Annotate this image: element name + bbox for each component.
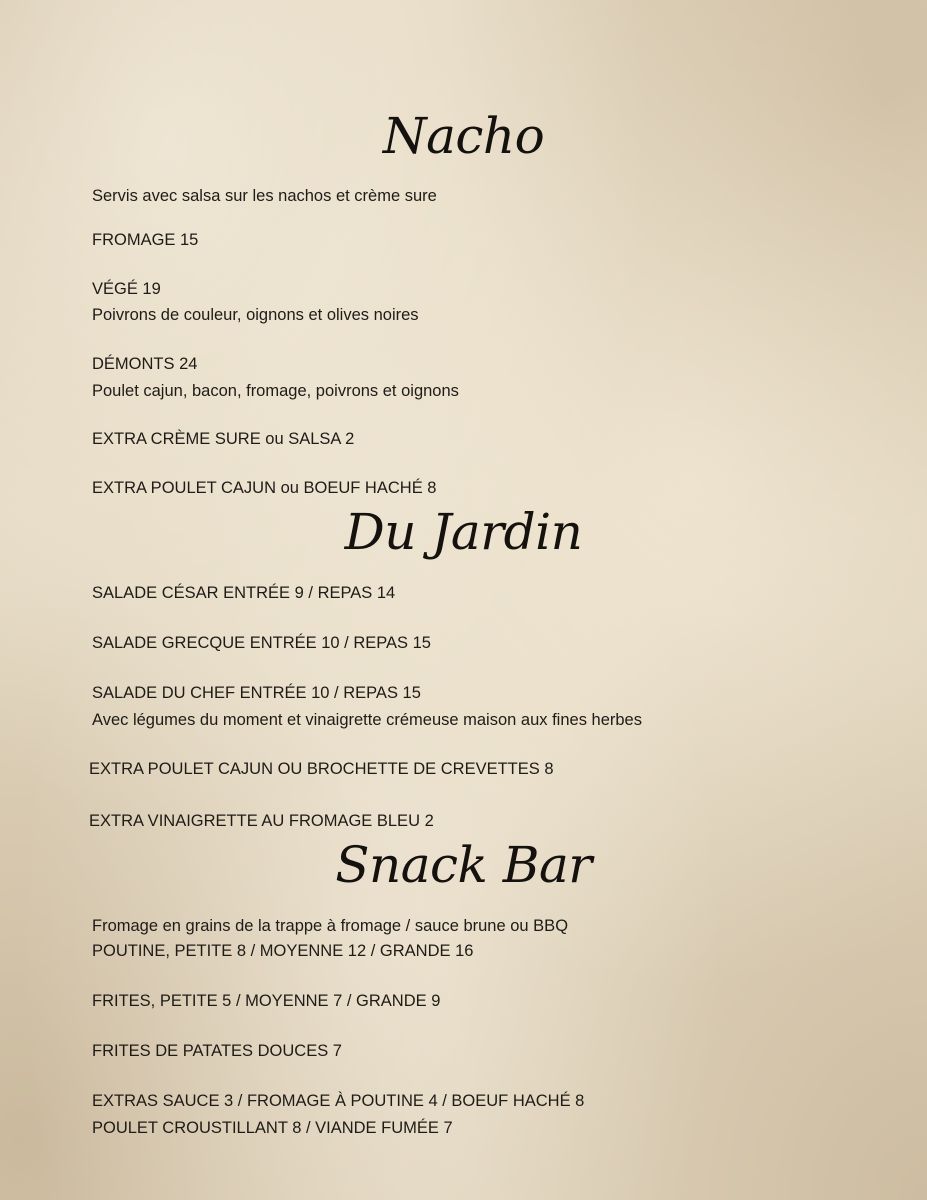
menu-item-vege-description: Poivrons de couleur, oignons et olives noires <box>92 306 419 324</box>
menu-item-demonts-description: Poulet cajun, bacon, fromage, poivrons et oignons <box>92 382 459 400</box>
extra-vinaigrette-bleu: EXTRA VINAIGRETTE AU FROMAGE BLEU 2 <box>89 812 434 830</box>
section-title-snack-bar: Snack Bar <box>335 836 592 894</box>
extra-poulet-crevettes: EXTRA POULET CAJUN OU BROCHETTE DE CREVETTES 8 <box>89 760 554 778</box>
menu-item-frites-patates-douces: FRITES DE PATATES DOUCES 7 <box>92 1042 342 1060</box>
extra-creme-salsa: EXTRA CRÈME SURE ou SALSA 2 <box>92 430 355 448</box>
menu-item-salade-grecque: SALADE GRECQUE ENTRÉE 10 / REPAS 15 <box>92 634 431 652</box>
nacho-intro: Servis avec salsa sur les nachos et crème sure <box>92 187 437 205</box>
snack-extras-second-line: POULET CROUSTILLANT 8 / VIANDE FUMÉE 7 <box>92 1119 453 1137</box>
menu-item-salade-chef-description: Avec légumes du moment et vinaigrette crémeuse maison aux fines herbes <box>92 711 642 729</box>
menu-item-fromage: FROMAGE 15 <box>92 231 199 249</box>
snack-extras: EXTRAS SAUCE 3 / FROMAGE À POUTINE 4 / BOEUF HACHÉ 8 <box>92 1092 585 1110</box>
extra-poulet-boeuf: EXTRA POULET CAJUN ou BOEUF HACHÉ 8 <box>92 479 437 497</box>
section-title-nacho: Nacho <box>382 107 545 165</box>
snack-fromage-note: Fromage en grains de la trappe à fromage / sauce brune ou BBQ <box>92 917 569 935</box>
menu-item-salade-chef: SALADE DU CHEF ENTRÉE 10 / REPAS 15 <box>92 684 421 702</box>
menu-item-demonts: DÉMONTS 24 <box>92 355 198 373</box>
menu-item-vege: VÉGÉ 19 <box>92 280 161 298</box>
menu-item-poutine: POUTINE, PETITE 8 / MOYENNE 12 / GRANDE 16 <box>92 942 474 960</box>
menu-item-salade-cesar: SALADE CÉSAR ENTRÉE 9 / REPAS 14 <box>92 584 396 602</box>
menu-item-frites: FRITES, PETITE 5 / MOYENNE 7 / GRANDE 9 <box>92 992 441 1010</box>
section-title-jardin: Du Jardin <box>344 503 583 561</box>
